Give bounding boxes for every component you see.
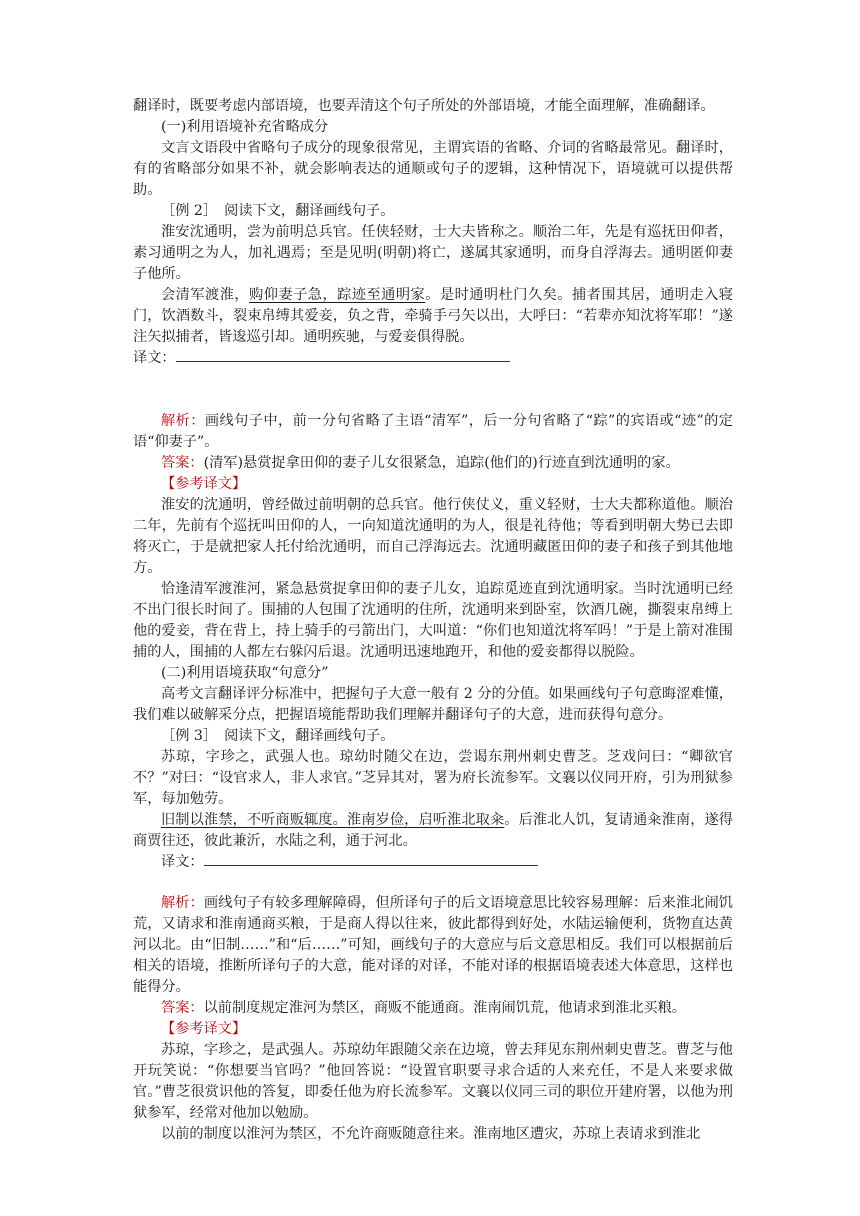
- paragraph: 翻译时，既要考虑内部语境，也要弄清这个句子所处的外部语境，才能全面理解，准确翻译。: [133, 98, 715, 114]
- translation-paragraph: 恰逢清军渡淮河，紧急悬赏捉拿田仰的妻子儿女，追踪觅迹直到沈通明家。当时沈通明已经不出门很长时间了。围捕的人包围了沈通明的住所，沈通明来到卧室，饮酒几碗，撕裂束帛缚上他的爱妾，背在背上，持上骑手的弓箭出门，大叫道：“你们也知道沈将军吗！”于是上箭对准围捕的人，围捕的人都左右躲闪后退。沈通明迅速地跑开，和他的爱妾都得以脱险。: [133, 581, 733, 660]
- answer-label: 答案：: [161, 1000, 204, 1016]
- reference-translation-label: 【参考译文】: [161, 476, 247, 492]
- underlined-sentence: 旧制以淮禁，不听商贩辄度。淮南岁俭，启听淮北取籴: [161, 812, 505, 828]
- passage-paragraph: 会清军渡淮，购仰妻子急，踪迹至通明家。是时通明杜门久矣。捕者围其居，通明走入寝门，饮酒数斗，裂束帛缚其爱妾，负之背，牵骑手弓矢以出，大呼曰：“若辈亦知沈将军耶！”遂注矢拟捕者，皆逡巡引却。通明疾驰，与爱妾俱得脱。: [133, 287, 733, 345]
- translation-paragraph: 淮安的沈通明，曾经做过前明朝的总兵官。他行侠仗义，重义轻财，士大夫都称道他。顺治二年，先前有个巡抚叫田仰的人，一向知道沈通明的为人，很是礼待他；等看到明朝大势已去即将灭亡，于是就把家人托付给沈通明，而自己浮海远去。沈通明藏匿田仰的妻子和孩子到其他地方。: [133, 497, 733, 576]
- section-heading: (一)利用语境补充省略成分: [161, 119, 329, 135]
- answer: 答案：以前制度规定淮河为禁区，商贩不能通商。淮南闹饥荒，他请求到淮北买粮。: [161, 1000, 686, 1016]
- analysis-label: 解析：: [161, 413, 205, 429]
- passage-paragraph: 旧制以淮禁，不听商贩辄度。淮南岁俭，启听淮北取籴。后淮北人饥，复请通籴淮南，遂得商贾往还，彼此兼沂，水陆之利，通于河北。: [133, 812, 733, 849]
- analysis: 解析：画线句子有较多理解障碍，但所译句子的后文语境意思比较容易理解：后来淮北闹饥荒，又请求和淮南通商买粮，于是商人得以往来，彼此都得到好处，水陆运输便利，货物直达黄河以北。由“旧制……”和“后……”可知，画线句子的大意应与后文意思相反。我们可以根据前后相关的语境，推断所译句子的大意，能对译的对译，不能对译的根据语境表述大体意思，这样也能得分。: [133, 895, 733, 995]
- translation-paragraph: 苏琼，字珍之，是武强人。苏琼幼年跟随父亲在边境，曾去拜见东荆州刺史曹芝。曹芝与他开玩笑说：“你想要当官吗？”他回答说：“设置官职要寻求合适的人来充任，不是人来要求做官。”曹芝很赏识他的答复，即委任他为府长流参军。文襄以仪同三司的职位开建府署，以他为刑狱参军，经常对他加以勉励。: [133, 1042, 733, 1121]
- answer: 答案：(清军)悬赏捉拿田仰的妻子儿女很紧急，追踪(他们的)行迹直到沈通明的家。: [161, 455, 680, 471]
- answer-label: 答案：: [161, 455, 204, 471]
- paragraph: 高考文言翻译评分标准中，把握句子大意一般有 2 分的分值。如果画线句子句意晦涩难懂，我们难以破解采分点，把握语境能帮助我们理解并翻译句子的大意，进而获得句意分。: [133, 686, 733, 723]
- translation-paragraph: 以前的制度以淮河为禁区，不允许商贩随意往来。淮南地区遭灾，苏琼上表请求到淮北: [161, 1126, 701, 1142]
- document-page: [133, 96, 733, 1145]
- translation-line: 译文：: [133, 852, 733, 873]
- example-heading: ［例 3］ 阅读下文，翻译画线句子。: [161, 728, 395, 744]
- passage-paragraph: 苏琼，字珍之，武强人也。琼幼时随父在边，尝谒东荆州刺史曹芝。芝戏问曰：“卿欲官不？”对曰：“设官求人，非人求官。”芝异其对，署为府长流参军。文襄以仪同开府，引为刑狱参军，每加勉劳。: [133, 749, 733, 807]
- answer-blank: [176, 349, 510, 362]
- reference-translation-label: 【参考译文】: [161, 1021, 247, 1037]
- section-heading: (二)利用语境获取“句意分”: [161, 665, 329, 681]
- example-heading: ［例 2］ 阅读下文，翻译画线句子。: [161, 203, 395, 219]
- analysis-label: 解析：: [161, 895, 204, 911]
- analysis: 解析：画线句子中，前一分句省略了主语“清军”，后一分句省略了“踪”的宾语或“迹”的定语“仰妻子”。: [133, 413, 733, 450]
- answer-blank: [204, 853, 538, 866]
- translation-line: 译文：: [133, 348, 733, 369]
- passage-paragraph: 淮安沈通明，尝为前明总兵官。任侠轻财，士大夫皆称之。顺治二年，先是有巡抚田仰者，素习通明之为人，加礼遇焉；至是见明(明朝)将亡，遂属其家通明，而身自浮海去。通明匿仰妻子他所。: [133, 224, 733, 282]
- underlined-sentence: 购仰妻子急，踪迹至通明家: [249, 287, 426, 303]
- paragraph: 文言文语段中省略句子成分的现象很常见，主谓宾语的省略、介词的省略最常见。翻译时，有的省略部分如果不补，就会影响表达的通顺或句子的逻辑，这种情况下，语境就可以提供帮助。: [133, 140, 733, 198]
